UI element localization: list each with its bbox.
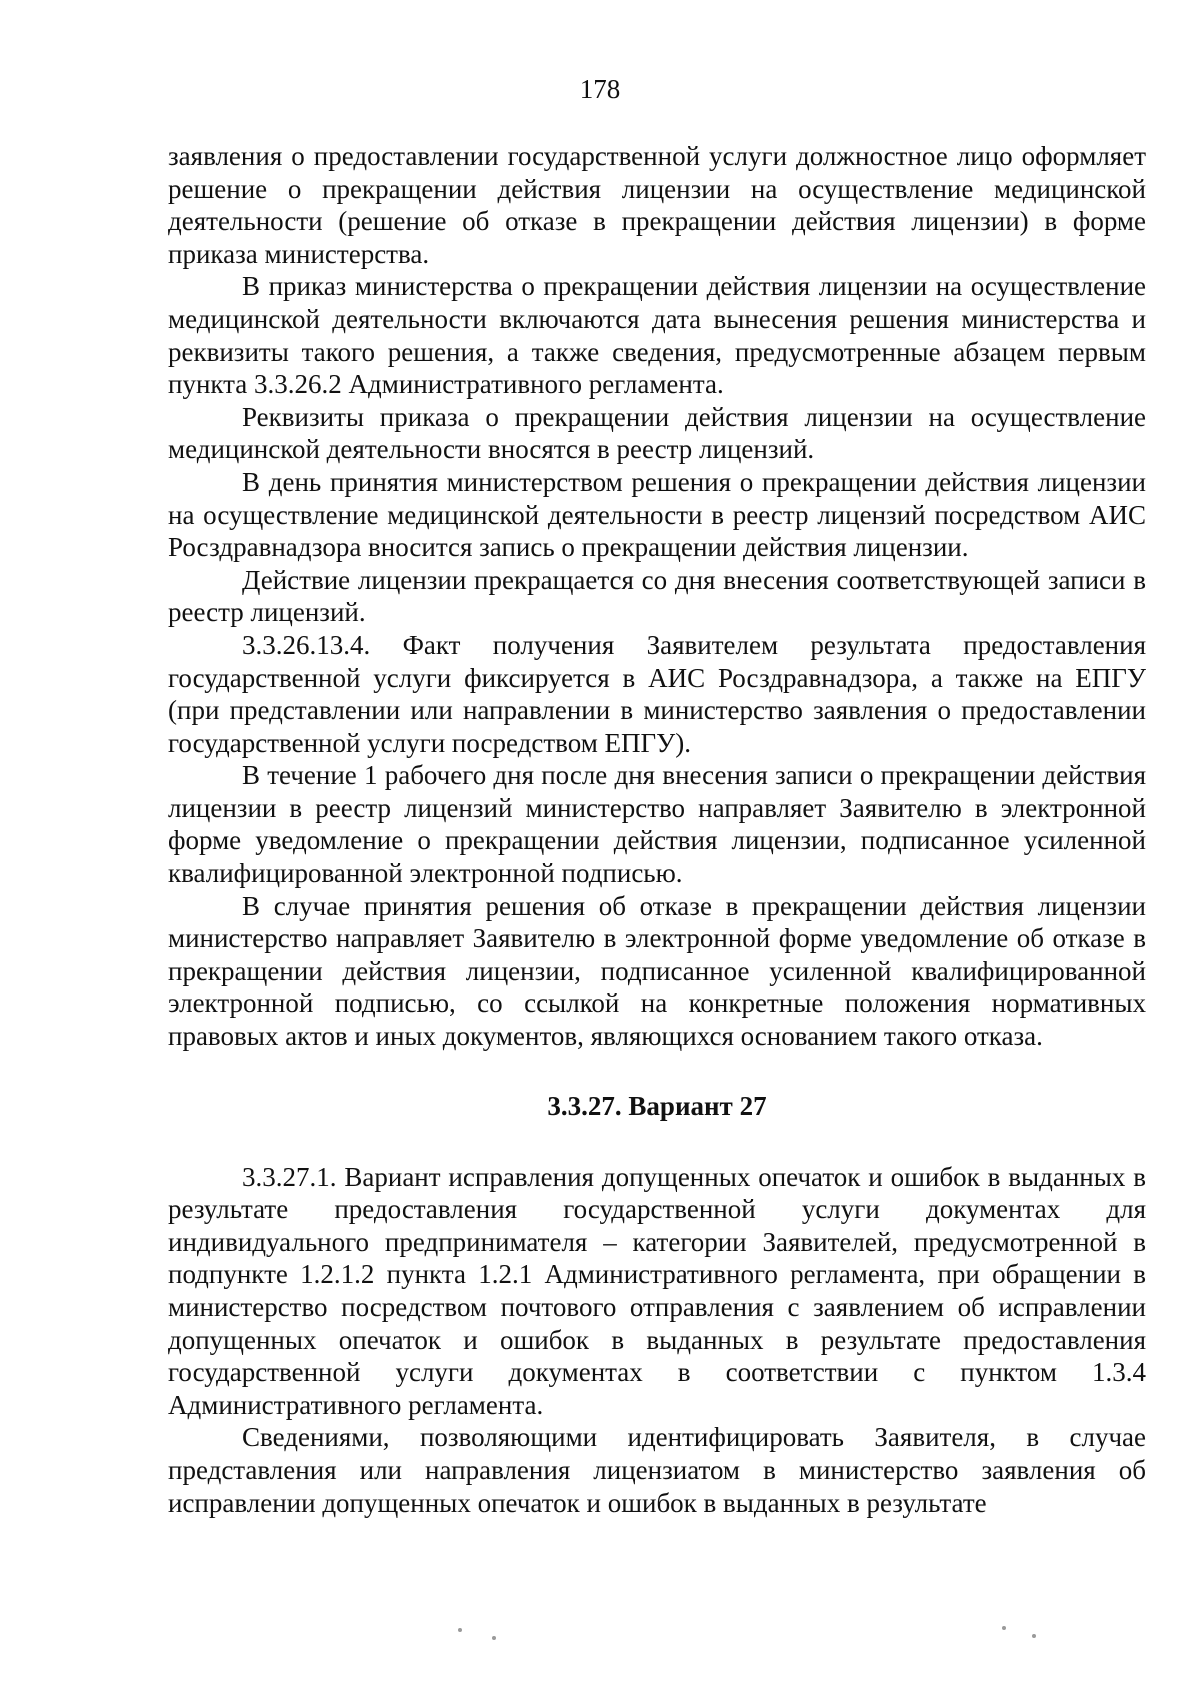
paragraphs-after-heading (168, 1161, 1146, 1520)
paragraph: Реквизиты приказа о прекращении действия лицензии на осуществление медицинской деятельности вносятся в реестр лицензий. (168, 401, 1146, 465)
scan-speck (1032, 1634, 1036, 1638)
paragraph: 3.3.27.1. Вариант исправления допущенных опечаток и ошибок в выданных в результате предоставления государственной услуги документах для индивидуального предпринимателя – категории Заявителей, предусмотренной в подпункте 1.2.1.2 пункта 1.2.1 Административного регламента, при обращении в министерство посредством почтового отправления с заявлением об исправлении допущенных опечаток и ошибок в выданных в результате предоставления государственной услуги документах в соответствии с пунктом 1.3.4 Административного регламента. (168, 1161, 1146, 1420)
document-body (168, 140, 1146, 1519)
paragraph: 3.3.26.13.4. Факт получения Заявителем результата предоставления государственной услуги фиксируется в АИС Росздравнадзора, а также на ЕПГУ (при представлении или направлении в министерство заявления о предоставлении государственной услуги посредством ЕПГУ). (168, 629, 1146, 758)
paragraph: Сведениями, позволяющими идентифицировать Заявителя, в случае представления или направления лицензиатом в министерство заявления об исправлении допущенных опечаток и ошибок в выданных в результате (168, 1422, 1146, 1518)
scan-speck (492, 1636, 496, 1640)
scan-speck (1002, 1626, 1006, 1630)
paragraphs-before-heading (168, 140, 1146, 1053)
paragraph: В приказ министерства о прекращении действия лицензии на осуществление медицинской деятельности включаются дата вынесения решения министерства и реквизиты такого решения, а также сведения, предусмотренные абзацем первым пункта 3.3.26.2 Административного регламента. (168, 271, 1146, 400)
paragraph: В день принятия министерством решения о прекращении действия лицензии на осуществление медицинской деятельности в реестр лицензий посредством АИС Росздравнадзора вносится запись о прекращении действия лицензии. (168, 466, 1146, 563)
paragraph: заявления о предоставлении государственной услуги должностное лицо оформляет решение о прекращении действия лицензии на осуществление медицинской деятельности (решение об отказе в прекращении действия лицензии) в форме приказа министерства. (168, 141, 1146, 269)
page-number: 178 (579, 74, 621, 104)
paragraph: Действие лицензии прекращается со дня внесения соответствующей записи в реестр лицензий. (168, 564, 1146, 628)
scan-speck (458, 1628, 462, 1632)
paragraph: В случае принятия решения об отказе в прекращении действия лицензии министерство направляет Заявителю в электронной форме уведомление об отказе в прекращении действия лицензии, подписанное усиленной квалифицированной электронной подписью, со ссылкой на конкретные положения нормативных правовых актов и иных документов, являющихся основанием такого отказа. (168, 890, 1146, 1052)
scan-specks (0, 1622, 1200, 1652)
section-heading: 3.3.27. Вариант 27 (547, 1090, 767, 1121)
paragraph: В течение 1 рабочего дня после дня внесения записи о прекращении действия лицензии в реестр лицензий министерство направляет Заявителю в электронной форме уведомление о прекращении действия лицензии, подписанное усиленной квалифицированной электронной подписью. (168, 760, 1146, 889)
